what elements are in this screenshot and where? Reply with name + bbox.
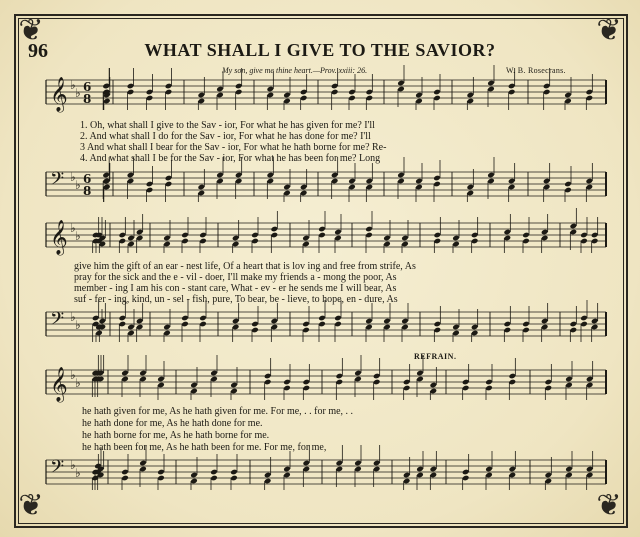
lyric-line: pray for the sick and the e - vil - doer, I'll make my friends a - mong the poor, As [74,272,397,283]
lyric-line: give him the gift of an ear - nest life, Of a heart that is lov ing and free from strife, As [74,261,416,272]
lyric-line: he hath done for me, As he hath done for me. [82,418,263,429]
flat-icon: ♭ [70,458,76,472]
treble-clef-icon: 𝄞 [50,220,68,255]
flat-icon: ♭ [75,229,81,243]
lyric-line: 3 And what shall I bear for the Sav - ior, For what he hath borne for me? Re- [80,142,387,153]
lyric-line: he hath borne for me, As he hath borne for me. [82,430,270,441]
lyric-line: 4. And what shall I be for the Sav - ior, For what he has been for me? Long [80,153,381,164]
flat-icon: ♭ [75,178,81,192]
flat-icon: ♭ [70,221,76,235]
lyric-line: suf - fer - ing, kind, un - sel - fish, pure, To bear, be - lieve, to hope, en - dure, As [74,294,398,305]
time-signature-bottom: 8 [83,184,92,198]
flat-icon: ♭ [70,170,76,184]
corner-ornament-icon: ❦ [18,14,44,47]
corner-ornament-icon: ❦ [18,489,44,522]
flat-icon: ♭ [70,368,76,382]
lyric-line: member - ing I am his con - stant care, What - ev - er he sends me I will bear, As [74,283,397,294]
flat-icon: ♭ [70,78,76,92]
scripture-reference: My son, give me thine heart.—Prov. xxiii: 26. [222,66,368,75]
flat-icon: ♭ [75,466,81,480]
hymn-title: WHAT SHALL I GIVE TO THE SAVIOR? [144,40,496,60]
bass-clef-icon: 𝄢 [50,309,65,334]
treble-clef-icon: 𝄞 [50,77,68,112]
lyric-line: he hath been for me, As he hath been for me. For me, for me, [82,442,327,453]
treble-clef-icon: 𝄞 [50,367,68,402]
flat-icon: ♭ [75,86,81,100]
lyric-line: 1. Oh, what shall I give to the Sav - ior, For what he has given for me? I'll [80,120,375,131]
refrain-label: REFRAIN. [414,352,457,361]
flat-icon: ♭ [70,310,76,324]
flat-icon: ♭ [75,376,81,390]
page-number: 96 [28,40,48,62]
time-signature-top: 6 [83,80,92,94]
time-signature-top: 6 [83,172,92,186]
corner-ornament-icon: ❦ [596,489,622,522]
bass-clef-icon: 𝄢 [50,169,65,194]
time-signature-bottom: 8 [83,92,92,106]
lyric-line: 2. And what shall I do for the Sav - ior, For what he has done for me? I'll [80,131,371,142]
corner-ornament-icon: ❦ [596,14,622,47]
lyric-line: he hath given for me, As he hath given for me. For me, . . for me, . . [82,406,354,417]
flat-icon: ♭ [75,318,81,332]
composer-credit: W. B. Rosecrans. [506,66,566,75]
bass-clef-icon: 𝄢 [50,457,65,482]
